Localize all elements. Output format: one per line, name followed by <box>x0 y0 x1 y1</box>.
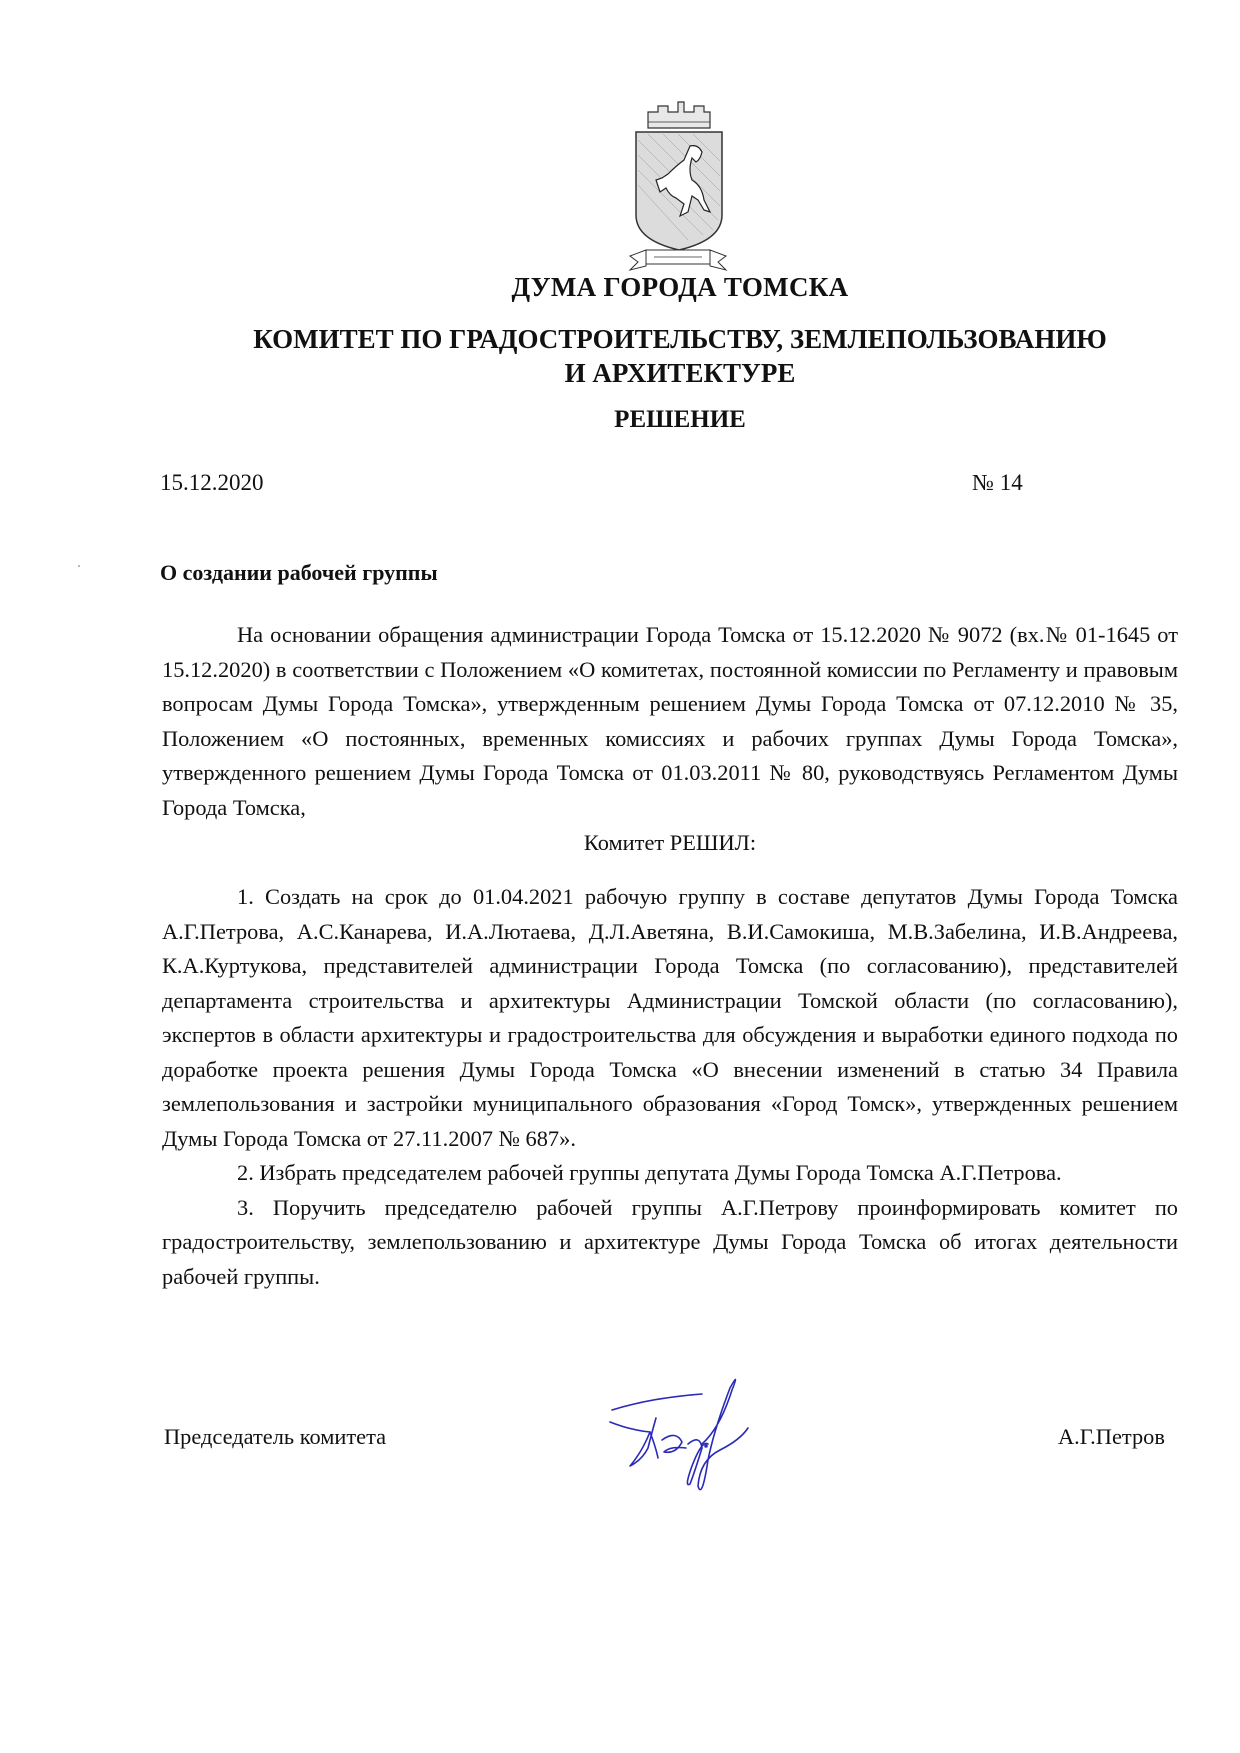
intro-paragraph: На основании обращения администрации Города Томска от 15.12.2020 № 9072 (вх.№ 01-1645 от 15.12.2020) в соответствии с Положением «О комитетах, постоянной комиссии по Регламенту и правовым вопросам Думы Города Томска», утвержденным решением Думы Города Томска от 07.12.2010 № 35, Положением «О постоянных, временных комиссиях и рабочих группах Думы Города Томска», утвержденного решением Думы Города Томска от 01.03.2011 № 80, руководствуясь Регламентом Думы Города Томска, <box>162 622 1178 820</box>
org-title: ДУМА ГОРОДА ТОМСКА <box>511 272 849 302</box>
decision-items <box>162 880 1178 1294</box>
committee-title-line1: КОМИТЕТ ПО ГРАДОСТРОИТЕЛЬСТВУ, ЗЕМЛЕПОЛЬЗОВАНИЮ <box>253 324 1107 354</box>
signatory-position: Председатель комитета <box>164 1424 387 1449</box>
signatory-name: А.Г.Петров <box>1058 1424 1165 1449</box>
decision-item-1: 1. Создать на срок до 01.04.2021 рабочую группу в составе депутатов Думы Города Томска А.Г.Петрова, А.С.Канарева, И.А.Лютаева, Д.Л.Аветяна, В.И.Самокиша, М.В.Забелина, И.В.Андреева, К.А.Куртукова, представителей администрации Города Томска (по согласованию), представителей департамента строительства и архитектуры Администрации Томской области (по согласованию), экспертов в области архитектуры и градостроительства для обсуждения и выработки единого подхода по доработке проекта решения Думы Города Томска «О внесении изменений в статью 34 Правила землепользования и застройки муниципального образования «Город Томск», утвержденных решением Думы Города Томска от 27.11.2007 № 687». <box>162 884 1178 1151</box>
decision-heading: Комитет РЕШИЛ: <box>583 830 757 855</box>
handwritten-signature-icon <box>590 1370 790 1500</box>
document-number: № 14 <box>972 470 1023 495</box>
committee-title <box>0 322 1240 390</box>
scan-artifact <box>78 565 80 567</box>
document-type: РЕШЕНИЕ <box>614 406 746 433</box>
decision-item-2: 2. Избрать председателем рабочей группы депутата Думы Города Томска А.Г.Петрова. <box>237 1160 1062 1185</box>
document-date: 15.12.2020 <box>160 470 264 495</box>
coat-of-arms-icon <box>618 100 738 275</box>
document-subject: О создании рабочей группы <box>160 560 438 585</box>
decision-item-3: 3. Поручить председателю рабочей группы А.Г.Петрову проинформировать комитет по градостроительству, землепользованию и архитектуре Думы Города Томска об итогах деятельности рабочей группы. <box>162 1194 1178 1289</box>
committee-title-line2: И АРХИТЕКТУРЕ <box>564 358 796 388</box>
intro-section <box>162 618 1178 825</box>
